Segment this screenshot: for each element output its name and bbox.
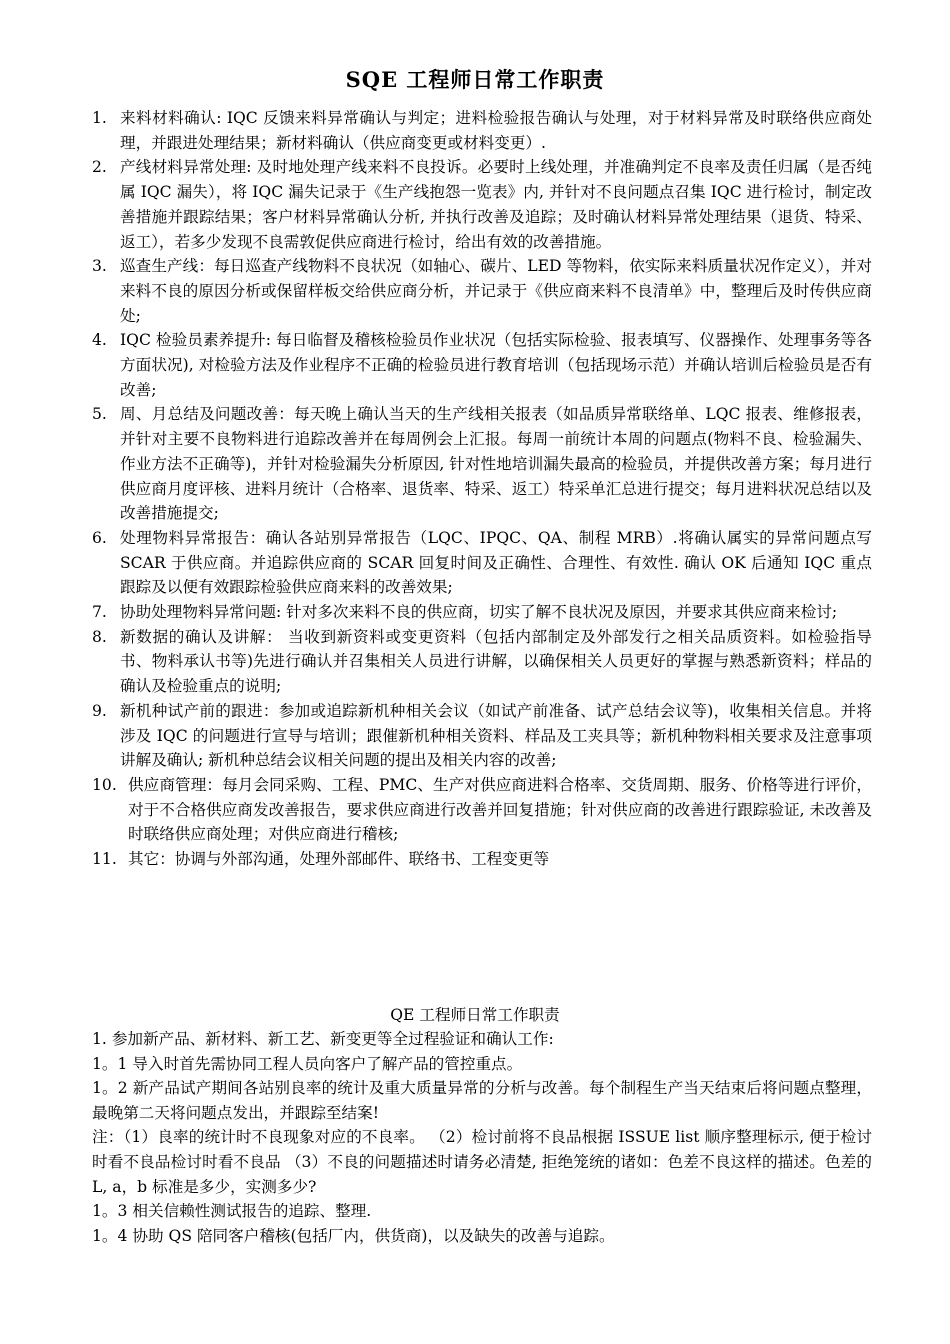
paragraph: 1。2 新产品试产期间各站别良率的统计及重大质量异常的分析与改善。每个制程生产当天结束后将问题点整理，最晚第二天将问题点发出，并跟踪至结案! xyxy=(92,1079,872,1122)
list-item xyxy=(92,699,872,773)
list-item xyxy=(92,625,872,699)
list-item xyxy=(92,526,872,600)
item-text: 周、月总结及问题改善：每天晚上确认当天的生产线相关报表（如品质异常联络单、LQC 报表、维修报表，并针对主要不良物料进行追踪改善并在每周例会上汇报。每周一前统计本周的问题点(物料不良、检验漏失、作业方法不正确等)，并针对检验漏失分析原因, 针对性地培训漏失最高的检验员，并提供改善方案；每月进行供应商月度评核、进料月统计（合格率、退货率、特采、返工）特采单汇总进行提交；每月进料状况总结以及改善措施提交; xyxy=(120,405,872,523)
item-number: 7. xyxy=(92,603,107,622)
list-item xyxy=(92,402,872,526)
item-text: 供应商管理：每月会同采购、工程、PMC、生产对供应商进料合格率、交货周期、服务、价格等进行评价，对于不合格供应商发改善报告，要求供应商进行改善并回复措施；针对供应商的改善进行跟踪验证, 未改善及时联络供应商处理；对供应商进行稽核; xyxy=(128,775,872,844)
item-number: 8. xyxy=(92,627,107,646)
list-item xyxy=(92,106,872,155)
list-item xyxy=(92,328,872,402)
item-text: 其它：协调与外部沟通，处理外部邮件、联络书、工程变更等 xyxy=(128,850,550,869)
list-item xyxy=(92,847,872,872)
item-text: 巡查生产线：每日巡查产线物料不良状况（如轴心、碳片、LED 等物料，依实际来料质量状况作定义），并对来料不良的原因分析或保留样板交给供应商分析，并记录于《供应商来料不良清单》中，整理后及时传供应商处; xyxy=(120,257,872,325)
list-item xyxy=(92,773,872,847)
duty-list xyxy=(92,106,872,872)
paragraph: 1。1 导入时首先需协同工程人员向客户了解产品的管控重点。 xyxy=(92,1054,523,1073)
item-number: 5. xyxy=(92,405,107,424)
item-number: 11. xyxy=(92,850,117,869)
section2-title: QE 工程师日常工作职责 xyxy=(390,1006,560,1024)
list-item xyxy=(92,600,872,625)
item-number: 3. xyxy=(92,257,107,276)
item-number: 2. xyxy=(92,158,107,177)
section2-body xyxy=(92,1027,872,1248)
item-text: 新机种试产前的跟进：参加或追踪新机种相关会议（如试产前准备、试产总结会议等)，收集相关信息。并将涉及 IQC 的问题进行宣导与培训；跟催新机种相关资料、样品及工夹具等；新机种物料相关要求及注意事项讲解及确认; 新机种总结会议相关问题的提出及相关内容的改善; xyxy=(120,701,872,770)
item-number: 10. xyxy=(92,775,117,794)
paragraph: 1. 参加新产品、新材料、新工艺、新变更等全过程验证和确认工作: xyxy=(92,1030,554,1048)
item-text: 产线材料异常处理: 及时地处理产线来料不良投诉。必要时上线处理，并准确判定不良率及责任归属（是否纯属 IQC 漏失），将 IQC 漏失记录于《生产线抱怨一览表》内, 并针对不良问题点召集 IQC 进行检讨，制定改善措施并跟踪结果；客户材料异常确认分析, 并执行改善及追踪；及时确认材料异常处理结果（退货、特采、返工），若多少发现不良需敦促供应商进行检讨，给出有效的改善措施。 xyxy=(120,158,872,251)
item-text: IQC 检验员素养提升: 每日临督及稽核检验员作业状况（包括实际检验、报表填写、仪器操作、处理事务等各方面状况), 对检验方法及作业程序不正确的检验员进行教育培训（包括现场示范）并确认培训后检验员是否有改善; xyxy=(120,331,872,399)
item-number: 1. xyxy=(92,109,107,127)
item-text: 处理物料异常报告：确认各站别异常报告（LQC、IPQC、QA、制程 MRB）.将确认属实的异常问题点写 SCAR 于供应商。并追踪供应商的 SCAR 回复时间及正确性、合理性、有效性. 确认 OK 后通知 IQC 重点跟踪及以便有效跟踪检验供应商来料的改善效果; xyxy=(120,528,872,597)
item-number: 4. xyxy=(92,331,107,350)
paragraph: 1。4 协助 QS 陪同客户稽核(包括厂内，供货商)，以及缺失的改善与追踪。 xyxy=(92,1226,615,1245)
paragraph: 注：（1）良率的统计时不良现象对应的不良率。 （2）检讨前将不良品根据 ISSUE list 顺序整理标示, 便于检讨时看不良品检讨时看不良品 （3）不良的问题描述时请务必清楚, 拒绝笼统的诸如：色差不良这样的描述。色差的 L, a，b 标准是多少，实测多少? xyxy=(92,1128,872,1196)
item-number: 9. xyxy=(92,701,107,720)
item-text: 协助处理物料异常问题: 针对多次来料不良的供应商，切实了解不良状况及原因，并要求其供应商来检讨; xyxy=(120,603,838,622)
item-number: 6. xyxy=(92,528,107,547)
item-text: 新数据的确认及讲解： 当收到新资料或变更资料（包括内部制定及外部发行之相关品质资料。如检验指导书、物料承认书等)先进行确认并召集相关人员进行讲解，以确保相关人员更好的掌握与熟悉新资料；样品的确认及检验重点的说明; xyxy=(120,627,872,696)
paragraph: 1。3 相关信赖性测试报告的追踪、整理. xyxy=(92,1202,372,1221)
list-item xyxy=(92,254,872,328)
document-title: SQE 工程师日常工作职责 xyxy=(345,67,605,92)
item-text: 来料材料确认: IQC 反馈来料异常确认与判定；进料检验报告确认与处理，对于材料异常及时联络供应商处理，并跟进处理结果；新材料确认（供应商变更或材料变更）. xyxy=(120,109,872,152)
list-item xyxy=(92,155,872,254)
